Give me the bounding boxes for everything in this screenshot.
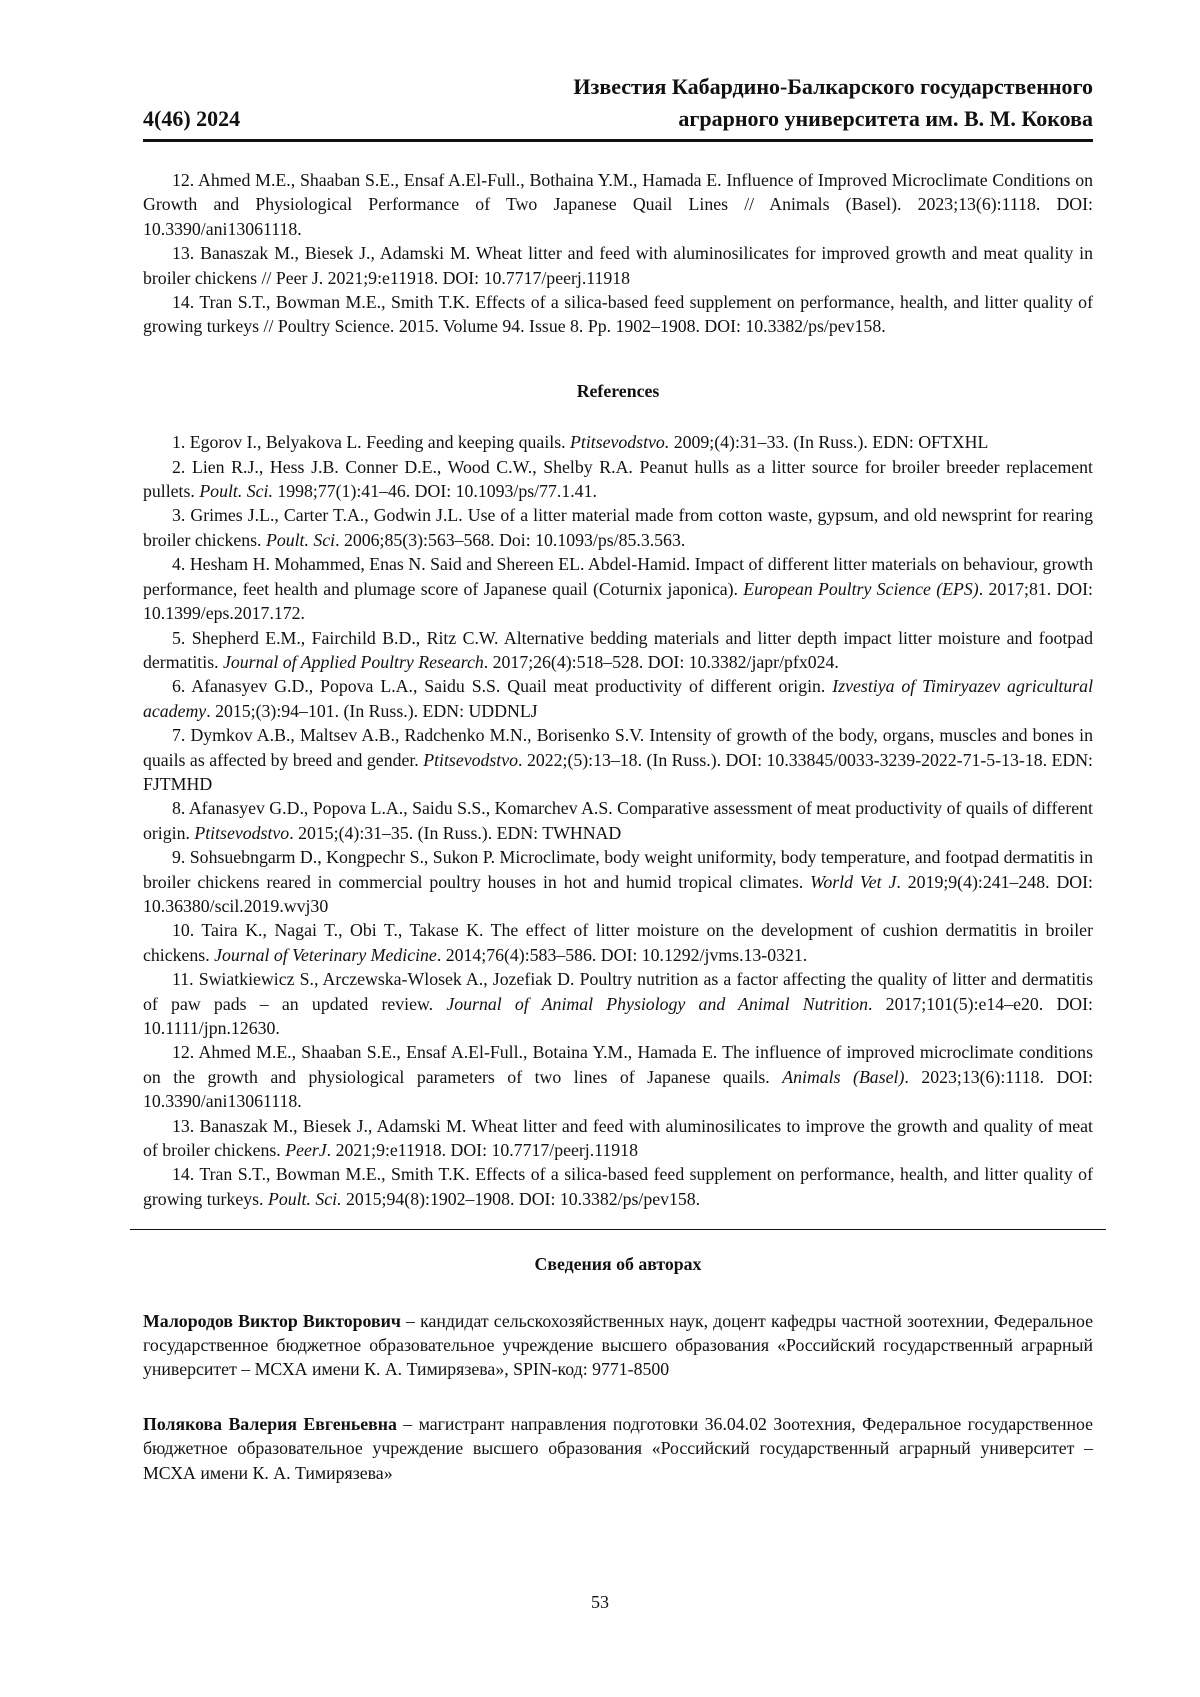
journal-title-line1: Известия Кабардино-Балкарского государственного <box>573 74 1093 100</box>
reference-item: 1. Egorov I., Belyakova L. Feeding and keeping quails. Ptitsevodstvo. 2009;(4):31–33. (In Russ.). EDN: OFTXHL <box>143 430 1093 454</box>
author-description: – магистрант направления подготовки 36.04.02 Зоотехния, Федеральное государственное бюджетное образовательное учреждение высшего образования «Российский государственный аграрный университет – МСХА имени К. А. Тимирязева» <box>143 1414 1093 1483</box>
top-reference-item: 12. Ahmed M.E., Shaaban S.E., Ensaf A.El-Full., Bothaina Y.M., Hamada E. Influence of Improved Microclimate Conditions on Growth and Physiological Performance of Two Japanese Quail Lines // Animals (Basel). 2023;13(6):1118. DOI: 10.3390/ani13061118. <box>143 168 1093 241</box>
reference-item: 14. Tran S.T., Bowman M.E., Smith T.K. Effects of a silica-based feed supplement on performance, health, and litter quality of growing turkeys. Poult. Sci. 2015;94(8):1902–1908. DOI: 10.3382/ps/pev158. <box>143 1162 1093 1211</box>
top-references <box>143 168 1093 339</box>
page-number: 53 <box>0 1592 1200 1613</box>
issue-number: 4(46) 2024 <box>143 106 240 132</box>
author-entry <box>143 1412 1093 1485</box>
references-list <box>143 430 1093 1211</box>
reference-item: 2. Lien R.J., Hess J.B. Conner D.E., Wood C.W., Shelby R.A. Peanut hulls as a litter source for broiler breeder replacement pullets. Poult. Sci. 1998;77(1):41–46. DOI: 10.1093/ps/77.1.41. <box>143 455 1093 504</box>
header-rule <box>143 139 1093 142</box>
journal-title-line2: аграрного университета им. В. М. Кокова <box>678 106 1093 132</box>
author-name: Малородов Виктор Викторович <box>143 1311 401 1331</box>
reference-item: 11. Swiatkiewicz S., Arczewska-Wlosek A., Jozefiak D. Poultry nutrition as a factor affecting the quality of litter and dermatitis of paw pads – an updated review. Journal of Animal Physiology and Animal Nutrition. 2017;101(5):e14–e20. DOI: 10.1111/jpn.12630. <box>143 967 1093 1040</box>
top-reference-item: 14. Tran S.T., Bowman M.E., Smith T.K. Effects of a silica-based feed supplement on performance, health, and litter quality of growing turkeys // Poultry Science. 2015. Volume 94. Issue 8. Pp. 1902–1908. DOI: 10.3382/ps/pev158. <box>143 290 1093 339</box>
reference-item: 13. Banaszak M., Biesek J., Adamski M. Wheat litter and feed with aluminosilicates to improve the growth and quality of meat of broiler chickens. PeerJ. 2021;9:e11918. DOI: 10.7717/peerj.11918 <box>143 1114 1093 1163</box>
reference-item: 4. Hesham H. Mohammed, Enas N. Said and Shereen EL. Abdel-Hamid. Impact of different litter materials on behaviour, growth performance, feet health and plumage score of Japanese quail (Coturnix japonica). European Poultry Science (EPS). 2017;81. DOI: 10.1399/eps.2017.172. <box>143 552 1093 625</box>
reference-item: 7. Dymkov A.B., Maltsev A.B., Radchenko M.N., Borisenko S.V. Intensity of growth of the body, organs, muscles and bones in quails as affected by breed and gender. Ptitsevodstvo. 2022;(5):13–18. (In Russ.). DOI: 10.33845/0033-3239-2022-71-5-13-18. EDN: FJTMHD <box>143 723 1093 796</box>
reference-item: 5. Shepherd E.M., Fairchild B.D., Ritz C.W. Alternative bedding materials and litter depth impact litter moisture and footpad dermatitis. Journal of Applied Poultry Research. 2017;26(4):518–528. DOI: 10.3382/japr/pfx024. <box>143 626 1093 675</box>
reference-item: 9. Sohsuebngarm D., Kongpechr S., Sukon P. Microclimate, body weight uniformity, body temperature, and footpad dermatitis in broiler chickens reared in commercial poultry houses in hot and humid tropical climates. World Vet J. 2019;9(4):241–248. DOI: 10.36380/scil.2019.wvj30 <box>143 845 1093 918</box>
references-heading: References <box>143 379 1093 403</box>
reference-item: 8. Afanasyev G.D., Popova L.A., Saidu S.S., Komarchev A.S. Comparative assessment of meat productivity of quails of different origin. Ptitsevodstvo. 2015;(4):31–35. (In Russ.). EDN: TWHNAD <box>143 796 1093 845</box>
reference-item: 6. Afanasyev G.D., Popova L.A., Saidu S.S. Quail meat productivity of different origin. Izvestiya of Timiryazev agricultural academy. 2015;(3):94–101. (In Russ.). EDN: UDDNLJ <box>143 674 1093 723</box>
author-description: – кандидат сельскохозяйственных наук, доцент кафедры частной зоотехнии, Федеральное государственное бюджетное образовательное учреждение высшего образования «Российский государственный аграрный университет – МСХА имени К. А. Тимирязева», SPIN-код: 9771-8500 <box>143 1311 1093 1380</box>
author-entry <box>143 1309 1093 1382</box>
authors-heading: Сведения об авторах <box>143 1252 1093 1276</box>
top-reference-item: 13. Banaszak M., Biesek J., Adamski M. Wheat litter and feed with aluminosilicates for improved growth and meat quality in broiler chickens // Peer J. 2021;9:e11918. DOI: 10.7717/peerj.11918 <box>143 241 1093 290</box>
reference-item: 10. Taira K., Nagai T., Obi T., Takase K. The effect of litter moisture on the development of cushion dermatitis in broiler chickens. Journal of Veterinary Medicine. 2014;76(4):583–586. DOI: 10.1292/jvms.13-0321. <box>143 918 1093 967</box>
reference-item: 12. Ahmed M.E., Shaaban S.E., Ensaf A.El-Full., Botaina Y.M., Hamada E. The influence of improved microclimate conditions on the growth and physiological parameters of two lines of Japanese quails. Animals (Basel). 2023;13(6):1118. DOI: 10.3390/ani13061118. <box>143 1040 1093 1113</box>
author-name: Полякова Валерия Евгеньевна <box>143 1414 397 1434</box>
page-content <box>143 168 1093 1485</box>
reference-item: 3. Grimes J.L., Carter T.A., Godwin J.L. Use of a litter material made from cotton waste, gypsum, and old newsprint for rearing broiler chickens. Poult. Sci. 2006;85(3):563–568. Doi: 10.1093/ps/85.3.563. <box>143 503 1093 552</box>
